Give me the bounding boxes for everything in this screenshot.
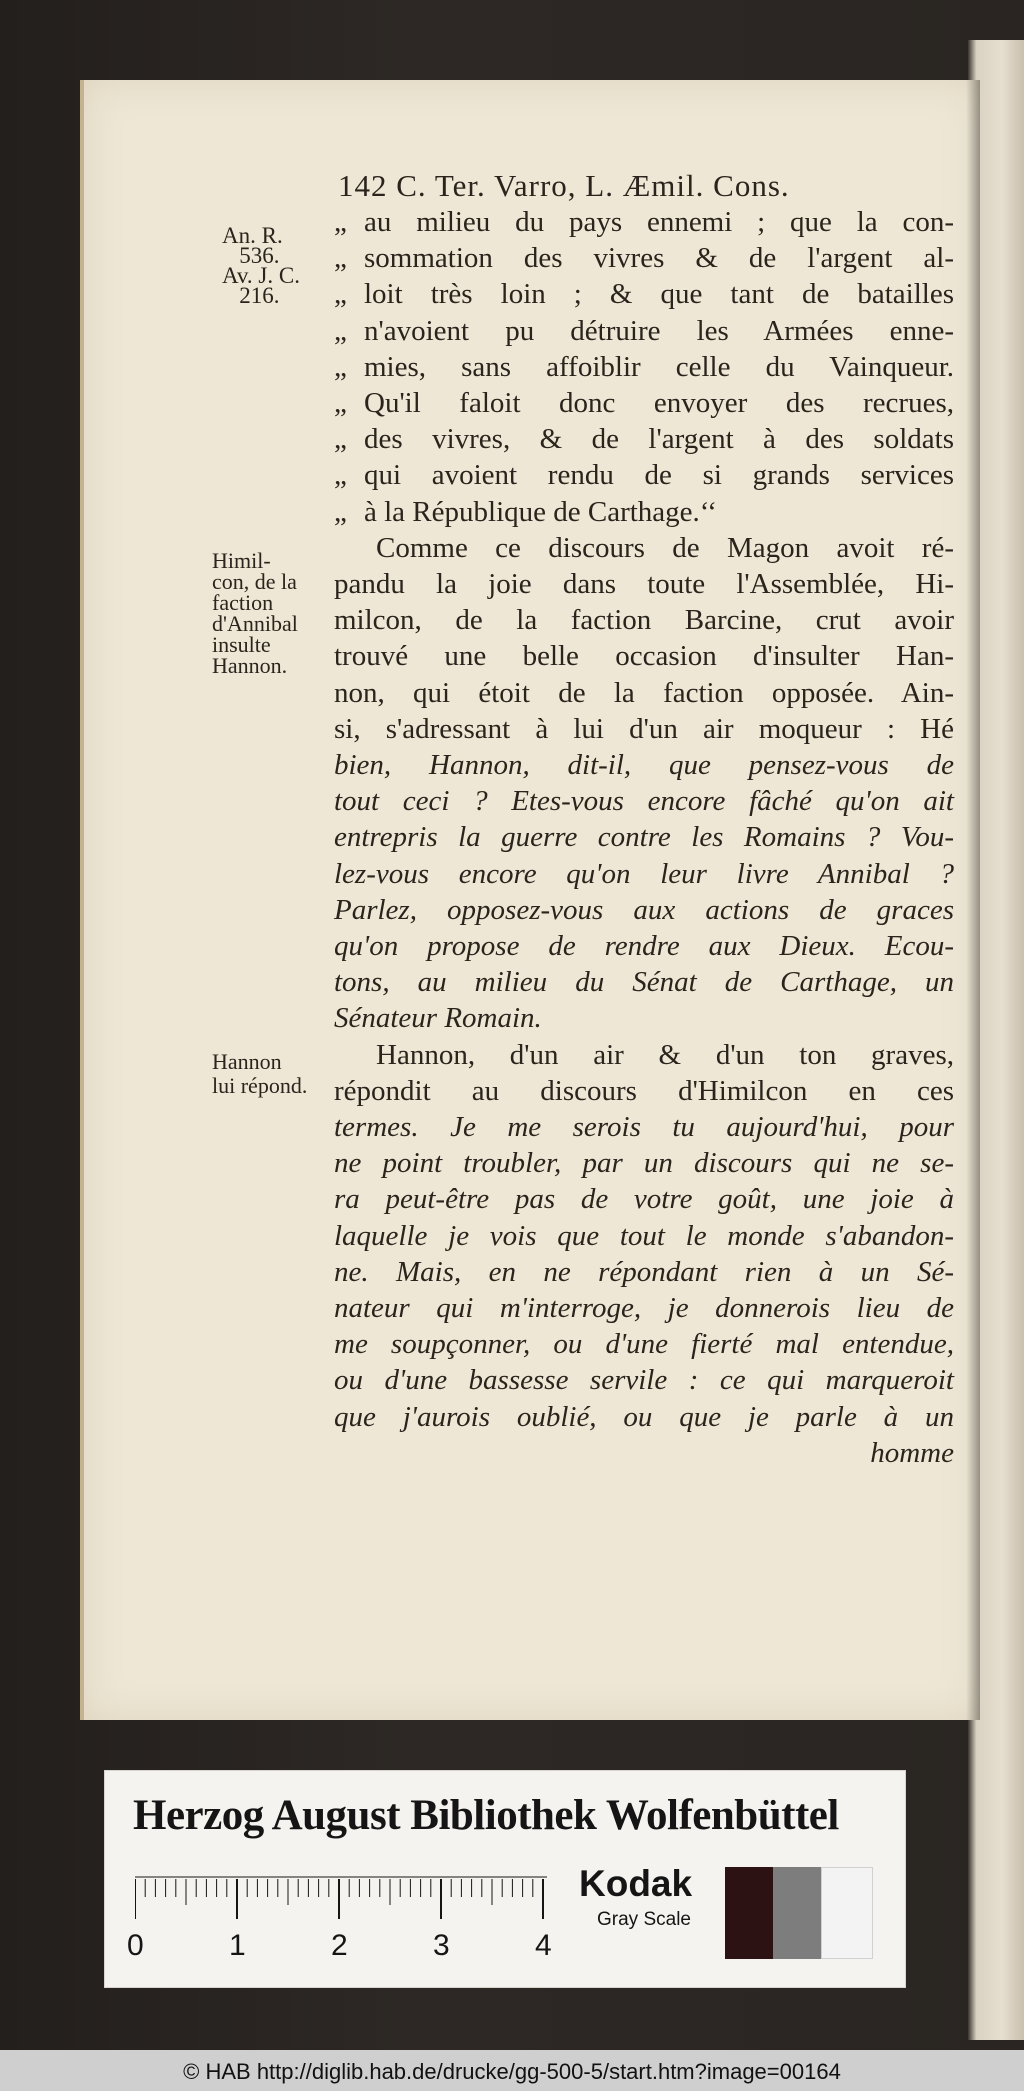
text-line: à la République de Carthage.‘‘	[364, 495, 717, 528]
quote-mark: „	[334, 278, 347, 311]
text-line: répondit au discours d'Himilcon en ces	[334, 1074, 954, 1107]
text-line: pandu la joie dans toute l'Assemblée, Hi-	[334, 568, 954, 600]
text-line: n'avoient pu détruire les Armées enne-	[364, 314, 954, 347]
library-name: Herzog August Bibliothek Wolfenbüttel	[133, 1792, 839, 1839]
margin-note-himilcon: Himil- con, de la faction d'Annibal insulte Hannon.	[212, 548, 298, 678]
text-line: que j'aurois oublié, ou que je parle à un	[334, 1400, 954, 1433]
text-line: Hannon, d'un air & d'un ton graves,	[376, 1038, 954, 1071]
ruler-number: 3	[433, 1929, 450, 1962]
text-line: mies, sans affoiblir celle du Vainqueur.	[364, 350, 954, 383]
ruler-number: 4	[535, 1929, 552, 1962]
quote-mark: „	[334, 206, 347, 238]
text-line: entrepris la guerre contre les Romains ? Vou-	[334, 821, 954, 854]
kodak-logo: Kodak	[579, 1863, 693, 1904]
text-line: ne. Mais, en ne répondant rien à un Sé-	[334, 1255, 954, 1288]
text-line: non, qui étoit de la faction opposée. Ain-	[334, 676, 954, 709]
text-line: qui avoient rendu de si grands services	[364, 459, 954, 492]
text-line: laquelle je vois que tout le monde s'abandon-	[334, 1219, 954, 1252]
gray-scale-label: Gray Scale	[597, 1909, 691, 1930]
text-line: ou d'une bassesse servile : ce qui marqueroit	[334, 1364, 954, 1397]
text-line: Qu'il faloit donc envoyer des recrues,	[364, 387, 954, 419]
text-line: tout ceci ? Etes-vous encore fâché qu'on ait	[334, 785, 954, 818]
margin-note-hannon: Hannon lui répond.	[212, 1049, 308, 1098]
text-line: trouvé une belle occasion d'insulter Han-	[334, 640, 954, 673]
quote-mark: „	[334, 459, 347, 492]
page-gutter-shadow	[966, 80, 980, 1720]
text-line: si, s'adressant à lui d'un air moqueur : Hé	[334, 712, 954, 745]
text-line: tons, au milieu du Sénat de Carthage, un	[334, 966, 954, 999]
text-line: ra peut-être pas de votre goût, une joie à	[334, 1183, 954, 1216]
text-line: milcon, de la faction Barcine, crut avoir	[334, 604, 954, 637]
text-line: homme	[870, 1436, 954, 1469]
ruler	[135, 1875, 655, 1945]
text-line: au milieu du pays ennemi ; que la con-	[364, 206, 954, 238]
text-line: lez-vous encore qu'on leur livre Annibal ?	[334, 857, 954, 890]
swatch-dark	[725, 1867, 773, 1959]
text-line: Comme ce discours de Magon avoit ré-	[376, 531, 954, 564]
text-line: Parlez, opposez-vous aux actions de graces	[334, 893, 954, 926]
text-line: bien, Hannon, dit-il, que pensez-vous de	[334, 749, 954, 781]
quote-mark: „	[334, 387, 347, 419]
text-line: nateur qui m'interroge, je donnerois lieu de	[334, 1292, 954, 1324]
copyright-footer: © HAB http://diglib.hab.de/drucke/gg-500-5/start.htm?image=00164	[183, 2059, 841, 2084]
text-line: termes. Je me serois tu aujourd'hui, pour	[334, 1111, 954, 1143]
text-line: ne point troubler, par un discours qui ne se-	[334, 1147, 954, 1180]
text-line: loit très loin ; & que tant de batailles	[364, 278, 954, 311]
color-target-card	[104, 1770, 906, 1988]
text-line: qu'on propose de rendre aux Dieux. Ecou-	[334, 930, 954, 962]
swatch-mid	[773, 1867, 821, 1959]
quote-mark: „	[334, 314, 347, 347]
text-line: sommation des vivres & de l'argent al-	[364, 242, 954, 275]
running-header: 142 C. Ter. Varro, L. Æmil. Cons.	[338, 168, 790, 203]
quote-mark: „	[334, 242, 347, 275]
quote-mark: „	[334, 423, 347, 456]
text-line: me soupçonner, ou d'une fierté mal entendue,	[334, 1328, 954, 1361]
quote-mark: „	[334, 495, 347, 528]
text-line: des vivres, & de l'argent à des soldats	[364, 423, 954, 456]
ruler-number: 2	[331, 1929, 348, 1962]
ruler-number: 0	[127, 1929, 144, 1962]
ruler-number: 1	[229, 1929, 246, 1962]
swatch-light	[821, 1867, 873, 1959]
text-line: Sénateur Romain.	[334, 1002, 542, 1035]
margin-note-date: An. R. 536. Av. J. C. 216.	[222, 223, 300, 308]
quote-mark: „	[334, 350, 347, 383]
